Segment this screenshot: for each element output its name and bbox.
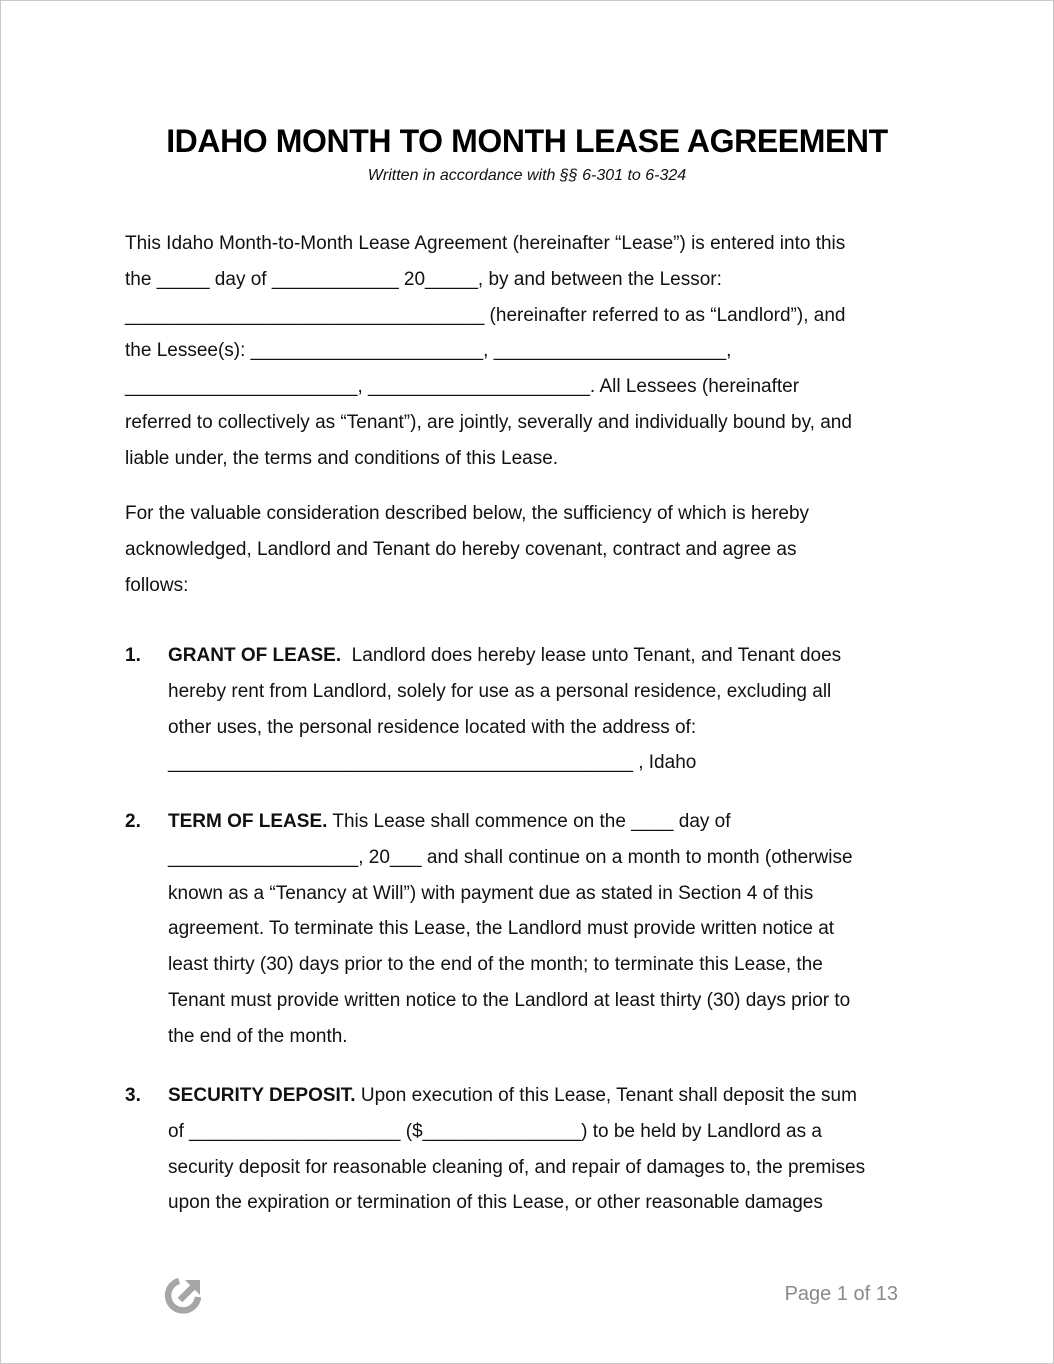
section-line: ____________________________________________ , Idaho — [168, 752, 697, 774]
intro-line: the Lessee(s): ______________________, ______________________, — [125, 340, 732, 362]
section-heading: GRANT OF LEASE. — [168, 645, 342, 666]
consideration-line: acknowledged, Landlord and Tenant do hereby covenant, contract and agree as — [125, 538, 797, 560]
section-line: known as a “Tenancy at Will”) with payment due as stated in Section 4 of this — [168, 882, 814, 904]
section-heading: TERM OF LEASE. — [168, 811, 328, 832]
consideration-paragraph — [125, 496, 945, 603]
section-line: of ____________________ ($_______________) to be held by Landlord as a — [168, 1120, 822, 1142]
section-body — [168, 638, 955, 781]
intro-line: referred to collectively as “Tenant”), are jointly, severally and individually bound by, and — [125, 411, 852, 433]
section-term-of-lease — [125, 804, 955, 1055]
intro-line: __________________________________ (hereinafter referred to as “Landlord”), and — [125, 304, 846, 326]
section-first-line — [168, 1078, 955, 1114]
document-title: IDAHO MONTH TO MONTH LEASE AGREEMENT — [166, 123, 888, 159]
section-body — [168, 804, 955, 1055]
section-number: 3. — [125, 1085, 141, 1106]
section-line: security deposit for reasonable cleaning of, and repair of damages to, the premises — [168, 1156, 866, 1178]
brand-arrow-icon — [163, 1275, 205, 1317]
intro-line: This Idaho Month-to-Month Lease Agreement (hereinafter “Lease”) is entered into this — [125, 233, 846, 254]
section-first-line — [168, 804, 955, 840]
section-line: the end of the month. — [168, 1025, 348, 1047]
intro-line: the _____ day of ____________ 20_____, by and between the Lessor: — [125, 268, 722, 290]
section-security-deposit — [125, 1078, 955, 1221]
section-grant-of-lease — [125, 638, 955, 781]
section-heading: SECURITY DEPOSIT. — [168, 1085, 356, 1106]
section-first-line — [168, 638, 955, 674]
section-line: __________________, 20___ and shall continue on a month to month (otherwise — [168, 846, 853, 868]
section-line: hereby rent from Landlord, solely for use as a personal residence, excluding all — [168, 680, 832, 702]
section-number: 1. — [125, 645, 141, 666]
section-line: least thirty (30) days prior to the end of the month; to terminate this Lease, the — [168, 954, 823, 976]
document-subtitle: Written in accordance with §§ 6-301 to 6-324 — [367, 167, 687, 184]
consideration-line: For the valuable consideration described below, the sufficiency of which is hereby — [125, 503, 810, 524]
section-line: Tenant must provide written notice to the Landlord at least thirty (30) days prior to — [168, 989, 851, 1011]
section-number: 2. — [125, 811, 141, 832]
section-text: Upon execution of this Lease, Tenant shall deposit the sum — [355, 1085, 857, 1106]
intro-paragraph — [125, 226, 945, 477]
section-text: This Lease shall commence on the ____ day of — [327, 811, 731, 832]
page-number: Page 1 of 13 — [784, 1283, 898, 1305]
intro-line: ______________________, _____________________. All Lessees (hereinafter — [125, 376, 800, 398]
section-line: upon the expiration or termination of this Lease, or other reasonable damages — [168, 1192, 823, 1214]
consideration-line: follows: — [125, 574, 189, 596]
section-line: agreement. To terminate this Lease, the Landlord must provide written notice at — [168, 918, 835, 940]
section-body — [168, 1078, 955, 1221]
section-text: Landlord does hereby lease unto Tenant, and Tenant does — [341, 645, 842, 666]
section-line: other uses, the personal residence located with the address of: — [168, 716, 697, 738]
intro-line: liable under, the terms and conditions of this Lease. — [125, 447, 559, 469]
